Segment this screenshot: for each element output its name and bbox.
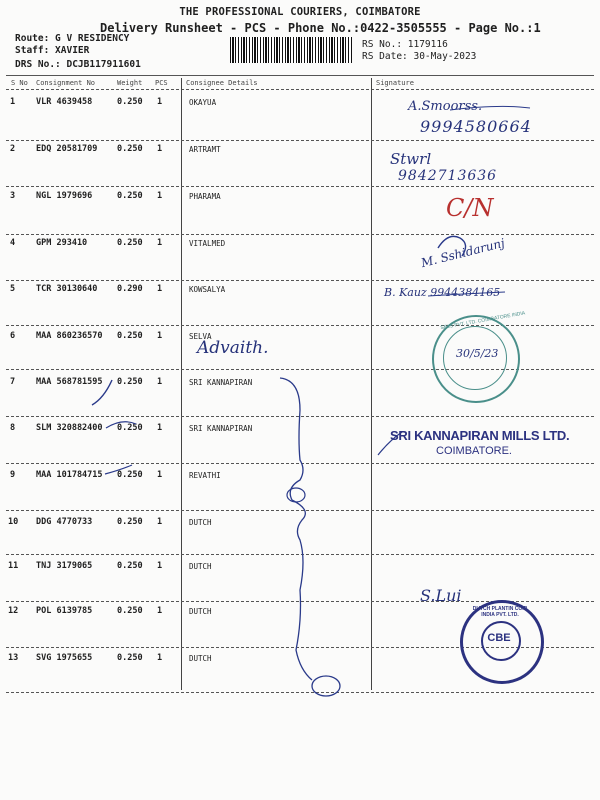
- row-consignee: ARTRAMT: [189, 145, 221, 154]
- row-weight: 0.250: [117, 561, 143, 571]
- row-pcs: 1: [157, 517, 163, 527]
- round-seal-ring-text: SELS PVT. LTD. COIMBATORE INDIA: [440, 310, 526, 332]
- rs-date: RS Date: 30-May-2023: [362, 51, 477, 62]
- row-weight: 0.250: [117, 606, 143, 616]
- row-consignee: SRI KANNAPIRAN: [189, 424, 253, 433]
- row-sno: 5: [10, 284, 16, 294]
- row-weight: 0.250: [117, 238, 143, 248]
- runsheet-title: Delivery Runsheet - PCS - Phone No.:0422-3505555 - Page No.:1: [100, 21, 541, 35]
- signature-row12: S.Lui: [420, 586, 462, 605]
- row-consignment: MAA 860236570: [36, 331, 103, 341]
- col-consignment: Consignment No: [36, 79, 96, 87]
- row-sno: 2: [10, 144, 16, 154]
- kannapiran-stamp-line2: COIMBATORE.: [436, 445, 512, 457]
- row-sno: 7: [10, 377, 16, 387]
- row-sno: 11: [8, 561, 19, 571]
- round-company-seal: [432, 310, 526, 403]
- col-consignee: Consignee Details: [186, 79, 258, 87]
- row-consignment: VLR 4639458: [36, 97, 93, 107]
- row-consignee: KOWSALYA: [189, 285, 226, 294]
- row-pcs: 1: [157, 561, 163, 571]
- route-label: Route: G V RESIDENCY: [15, 33, 130, 44]
- row-sno: 9: [10, 470, 16, 480]
- row-pcs: 1: [157, 97, 163, 107]
- signature-row4: M. Sshidarunj: [419, 235, 507, 271]
- row-pcs: 1: [157, 470, 163, 480]
- row-consignment: POL 6139785: [36, 606, 93, 616]
- signature-row1-name: A.Smoorss.: [408, 99, 483, 114]
- row-pcs: 1: [157, 191, 163, 201]
- row-weight: 0.250: [117, 377, 143, 387]
- row-sno: 3: [10, 191, 16, 201]
- row-consignee: REVATHI: [189, 471, 221, 480]
- kannapiran-stamp-line1: SRI KANNAPIRAN MILLS LTD.: [390, 428, 570, 443]
- row-sno: 12: [8, 606, 19, 616]
- row-pcs: 1: [157, 377, 163, 387]
- row-weight: 0.250: [117, 331, 143, 341]
- row-pcs: 1: [157, 423, 163, 433]
- row-consignment: SLM 320882400: [36, 423, 103, 433]
- col-weight: Weight: [117, 79, 143, 87]
- row-sno: 10: [8, 517, 19, 527]
- row-consignment: MAA 101784715: [36, 470, 103, 480]
- row-weight: 0.250: [117, 97, 143, 107]
- row-consignee: DUTCH: [189, 518, 212, 527]
- row-consignee: SELVA: [189, 332, 212, 341]
- row-sno: 6: [10, 331, 16, 341]
- row-pcs: 1: [157, 284, 163, 294]
- row-consignee: SRI KANNAPIRAN: [189, 378, 253, 387]
- row-consignment: MAA 568781595: [36, 377, 103, 387]
- dutch-seal-ring-text: DUTCH PLANTIN COIR INDIA PVT. LTD.: [472, 606, 528, 618]
- row-pcs: 1: [157, 653, 163, 663]
- col-sno: S No: [11, 79, 28, 87]
- row-weight: 0.290: [117, 284, 143, 294]
- company-name: THE PROFESSIONAL COURIERS, COIMBATORE: [179, 6, 421, 18]
- col-pcs: PCS: [155, 79, 168, 87]
- row-sno: 13: [8, 653, 19, 663]
- drs-number: DRS No.: DCJB117911601: [15, 59, 141, 70]
- row-consignee: DUTCH: [189, 562, 212, 571]
- row-weight: 0.250: [117, 653, 143, 663]
- row-pcs: 1: [157, 331, 163, 341]
- row-pcs: 1: [157, 238, 163, 248]
- row-pcs: 1: [157, 144, 163, 154]
- row-consignee: DUTCH: [189, 607, 212, 616]
- row-consignment: TCR 30130640: [36, 284, 98, 294]
- row-consignee: OKAYUA: [189, 98, 217, 107]
- row-pcs: 1: [157, 606, 163, 616]
- signature-row3: C/N: [446, 194, 494, 222]
- row-consignment: SVG 1975655: [36, 653, 93, 663]
- row-consignment: GPM 293410: [36, 238, 88, 248]
- row-consignee: DUTCH: [189, 654, 212, 663]
- row-consignment: EDQ 20581709: [36, 144, 98, 154]
- row-consignee: VITALMED: [189, 239, 226, 248]
- round-seal-date: 30/5/23: [456, 347, 499, 360]
- signature-row2-name: Stwrl: [390, 150, 432, 168]
- signature-row1-phone: 9994580664: [420, 117, 532, 136]
- rs-number: RS No.: 1179116: [362, 39, 448, 50]
- row-weight: 0.250: [117, 144, 143, 154]
- dutch-plantin-seal: [460, 600, 544, 684]
- row-sno: 4: [10, 238, 16, 248]
- handwritten-advaith: Advaith.: [197, 338, 269, 358]
- row-consignment: TNJ 3179065: [36, 561, 93, 571]
- row-consignment: NGL 1979696: [36, 191, 93, 201]
- row-weight: 0.250: [117, 191, 143, 201]
- row-consignment: DDG 4770733: [36, 517, 93, 527]
- signature-row5: B. Kauz 9944384165: [384, 286, 501, 299]
- signature-row2-phone: 9842713636: [398, 168, 498, 184]
- row-weight: 0.250: [117, 517, 143, 527]
- row-sno: 1: [10, 97, 16, 107]
- row-weight: 0.250: [117, 470, 143, 480]
- row-weight: 0.250: [117, 423, 143, 433]
- row-consignee: PHARAMA: [189, 192, 221, 201]
- staff-label: Staff: XAVIER: [15, 45, 90, 56]
- col-signature: Signature: [376, 79, 414, 87]
- dutch-seal-center: CBE: [487, 632, 511, 644]
- row-sno: 8: [10, 423, 16, 433]
